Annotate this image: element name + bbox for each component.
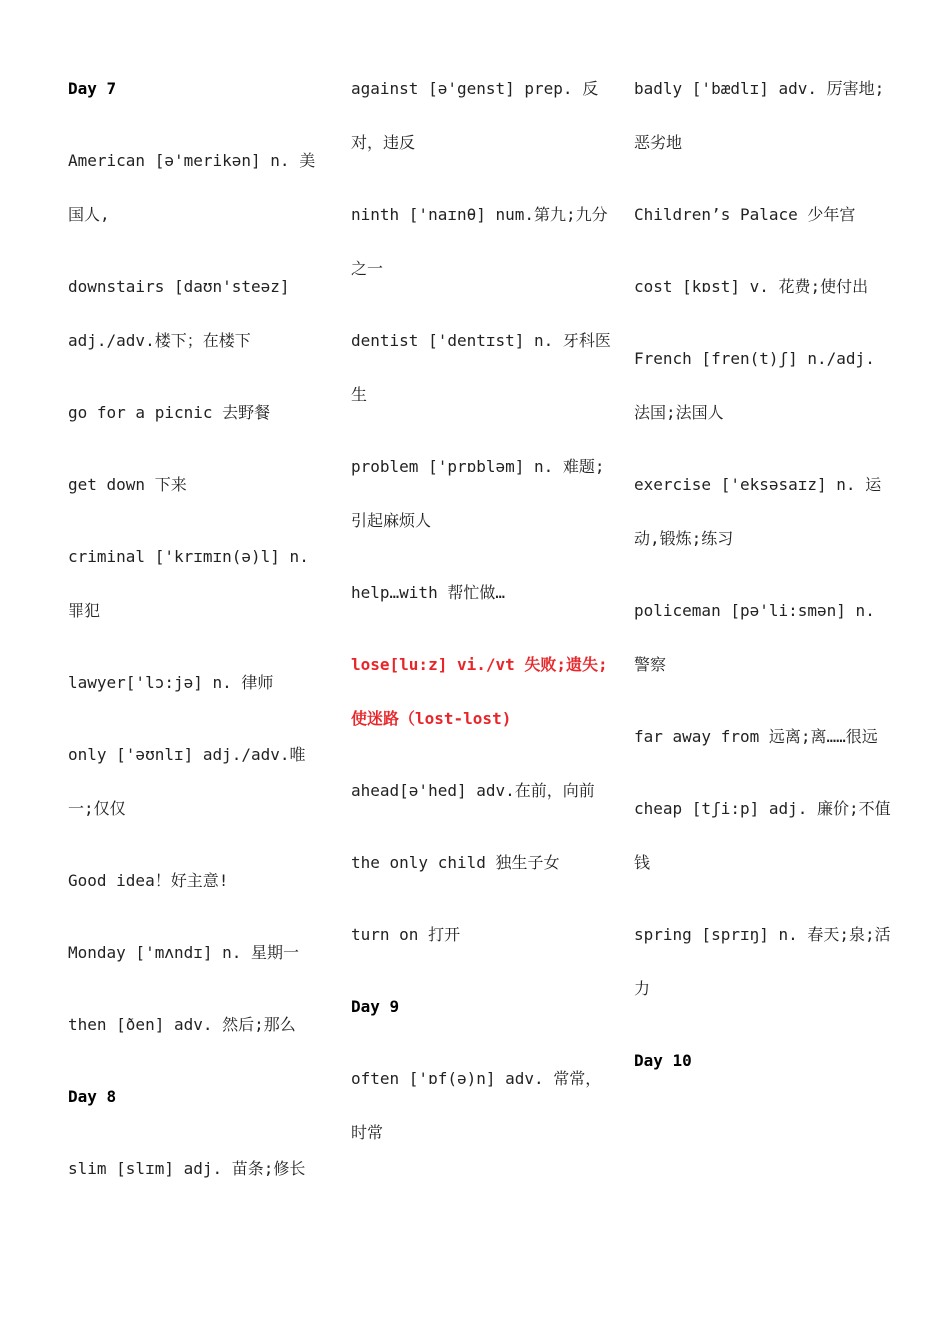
vocab-entry: against [ə'genst] prep. 反对，违反 (351, 79, 599, 152)
vocab-entry: the only child 独生子女 (351, 853, 560, 872)
vocab-entry: then [ðen] adv. 然后;那么 (68, 1015, 296, 1034)
vocab-entry: cost [kɒst] v. 花费;使付出 (634, 277, 869, 296)
vocab-entry: help…with 帮忙做… (351, 583, 505, 602)
vocab-entry: turn on 打开 (351, 925, 461, 944)
vocab-entry: get down 下来 (68, 475, 187, 494)
vocab-entry: far away from 远离;离……很远 (634, 727, 878, 746)
vocab-column-1 (68, 62, 330, 1214)
vocab-entry: only ['əʊnlɪ] adj./adv.唯一;仅仅 (68, 745, 306, 818)
day-heading: Day 9 (351, 997, 400, 1016)
vocab-entry: exercise ['eksəsaɪz] n. 运动,锻炼;练习 (634, 475, 882, 548)
vocab-entry: cheap [tʃi:p] adj. 廉价;不值钱 (634, 799, 891, 872)
vocab-entry: problem ['prɒbləm] n. 难题;引起麻烦人 (351, 457, 605, 530)
day-heading: Day 7 (68, 79, 117, 98)
day-heading: Day 10 (634, 1051, 692, 1070)
vocab-entry: Good idea！好主意! (68, 871, 229, 890)
vocab-entry: ninth ['naɪnθ] num.第九;九分之一 (351, 205, 608, 278)
vocab-column-3 (634, 62, 896, 1106)
vocab-entry: American [ə'merikən] n. 美国人, (68, 151, 316, 224)
vocab-entry: go for a picnic 去野餐 (68, 403, 271, 422)
vocab-entry: dentist ['dentɪst] n. 牙科医生 (351, 331, 611, 404)
vocab-entry: ahead[ə'hed] adv.在前，向前 (351, 781, 595, 800)
vocab-entry: French [fren(t)ʃ] n./adj. 法国;法国人 (634, 349, 875, 422)
vocab-entry: Children’s Palace 少年宫 (634, 205, 856, 224)
vocab-entry: lawyer['lɔ:jə] n. 律师 (68, 673, 274, 692)
vocab-column-2 (351, 62, 613, 1178)
day-heading: Day 8 (68, 1087, 117, 1106)
vocab-entry: Monday ['mʌndɪ] n. 星期一 (68, 943, 300, 962)
vocab-entry: often ['ɒf(ə)n] adv. 常常，时常 (351, 1069, 602, 1142)
vocab-entry: downstairs [daʊn'steəz] adj./adv.楼下；在楼下 (68, 277, 290, 350)
vocab-entry: criminal ['krɪmɪn(ə)l] n. 罪犯 (68, 547, 309, 620)
vocab-entry: slim [slɪm] adj. 苗条;修长 (68, 1159, 306, 1178)
vocab-entry: badly ['bædlɪ] adv. 厉害地;恶劣地 (634, 79, 885, 152)
vocab-entry: spring [sprɪŋ] n. 春天;泉;活力 (634, 925, 891, 998)
vocab-entry: lose[lu:z] vi./vt 失败;遗失;使迷路（lost-lost) (351, 655, 608, 728)
vocab-entry: policeman [pə'li:smən] n. 警察 (634, 601, 875, 674)
